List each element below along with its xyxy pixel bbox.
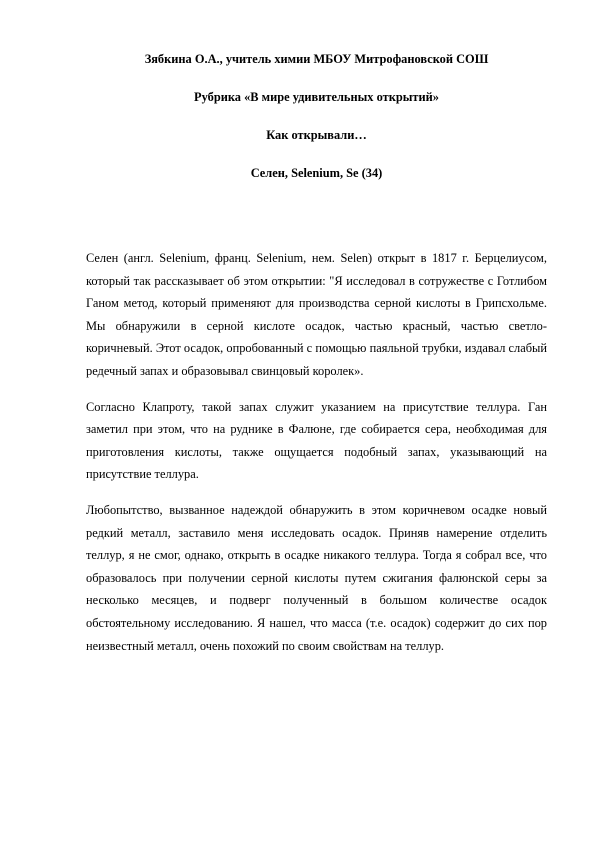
rubric-line: Рубрика «В мире удивительных открытий» <box>194 90 439 104</box>
paragraph-1: Селен (англ. Selenium, франц. Selenium, нем. Selen) открыт в 1817 г. Берцелиусом, который так рассказывает об этом открытии: "Я исследовал в сотружестве с Готлибом Ганом метод, который применяют для производства серной кислоты в Грипсхольме. Мы обнаружили в серной кислоте осадок, частью красный, частью светло-коричневый. Этот осадок, опробованный с помощью паяльной трубки, издавал слабый редечный запах и образовывал свинцовый королек». <box>86 251 547 378</box>
subtitle-line: Как открывали… <box>266 128 367 142</box>
document-body <box>86 247 547 657</box>
document-header <box>86 52 547 181</box>
paragraph-2: Согласно Клапроту, такой запах служит указанием на присутствие теллура. Ган заметил при этом, что на руднике в Фалюне, где собирается сера, необходимая для приготовления кислоты, также ощущается подобный запах, указывающий на присутствие теллура. <box>86 399 547 482</box>
element-title: Селен, Selenium, Se (34) <box>250 166 383 180</box>
paragraph-3: Любопытство, вызванное надеждой обнаружить в этом коричневом осадке новый редкий металл, заставило меня исследовать осадок. Приняв намерение отделить теллур, я не смог, однако, открыть в осадке никакого теллура. Тогда я собрал все, что образовалось при получении серной кислоты путем сжигания фалюнской серы за несколько месяцев, и подверг полученный в большом количестве осадок обстоятельному исследованию. Я нашел, что масса (т.е. осадок) содержит до сих пор неизвестный металл, очень похожий по своим свойствам на теллур. <box>86 502 547 653</box>
author-line: Зябкина О.А., учитель химии МБОУ Митрофановской СОШ <box>144 52 489 66</box>
